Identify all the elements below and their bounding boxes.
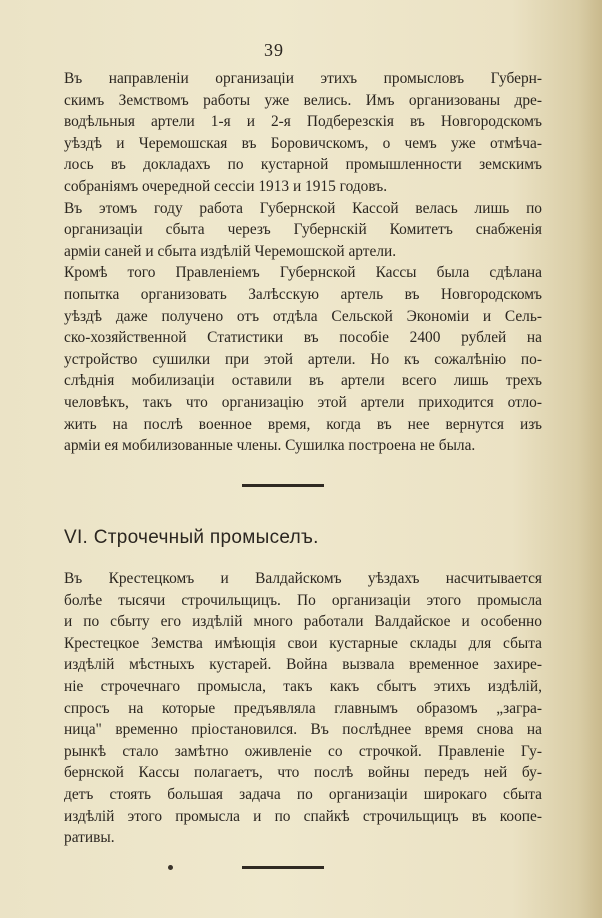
text-line: лось въ докладахъ по кустарной промышленности земскимъ — [64, 156, 542, 174]
text-line: устройство сушилки при этой артели. Но къ сожалѣнію по- — [64, 350, 542, 368]
text-line: рынкѣ стало замѣтно оживленіе со строчкой. Правленіе Гу- — [64, 742, 542, 760]
text-line: попытка организовать Залѣсскую артель въ Новгородскомъ — [64, 285, 542, 303]
text-line: организаціи сбыта черезъ Губернскій Комитетъ снабженія — [64, 221, 542, 239]
text-line: Въ Крестецкомъ и Валдайскомъ уѣздахъ насчитывается — [64, 570, 542, 587]
text-line: издѣлій мѣстныхъ кустарей. Война вызвала временное захире- — [64, 656, 542, 674]
text-line: ско-хозяйственной Статистики въ пособіе 2400 рублей на — [64, 329, 542, 347]
text-line: скимъ Земствомъ работы уже велись. Имъ организованы дре- — [64, 91, 542, 109]
text-line: бернской Кассы полагаетъ, что послѣ войны передъ ней бу- — [64, 764, 542, 782]
text-line: спросъ на которые предъявляла главнымъ образомъ „загра- — [64, 699, 542, 717]
paragraph — [64, 262, 542, 456]
text-line: арміи саней и сбыта издѣлій Черемошской артели. — [64, 242, 397, 260]
text-line: Кромѣ того Правленіемъ Губернской Кассы была сдѣлана — [64, 264, 542, 282]
text-line: уѣздѣ и Черемошская въ Боровичскомъ, о чемъ уже отмѣча- — [64, 134, 542, 152]
paragraph — [64, 568, 542, 849]
text-line: издѣлій этого промысла и по спайкѣ строчильщицъ въ коопе- — [64, 807, 542, 825]
text-line: ница" временно пріостановился. Въ послѣднее время снова на — [64, 721, 542, 739]
text-line: болѣе тысячи строчильщицъ. По организаціи этого промысла — [64, 591, 542, 609]
text-block-bottom — [64, 568, 542, 849]
text-line: детъ стоять большая задача по организаціи широкаго сбыта — [64, 785, 542, 803]
section-divider — [242, 484, 324, 487]
text-block-top — [64, 68, 542, 457]
text-line: слѣднія мобилизаціи оставили въ артели всего лишь трехъ — [64, 372, 542, 390]
text-line: ративы. — [64, 829, 115, 847]
text-line: и по сбыту его издѣлій много работали Валдайское и особенно — [64, 613, 542, 631]
text-line: Въ направленіи организаціи этихъ промысловъ Губерн- — [64, 70, 542, 87]
ink-speck — [168, 865, 173, 870]
text-line: уѣздѣ даже получено отъ отдѣла Сельской Экономіи и Сель- — [64, 307, 542, 325]
end-divider — [242, 866, 324, 869]
page-number: 39 — [264, 40, 284, 60]
text-line: Въ этомъ году работа Губернской Кассой велась лишь по — [64, 199, 542, 217]
text-line: арміи ея мобилизованные члены. Сушилка построена не была. — [64, 437, 476, 455]
text-line: ніе строчечнаго промысла, такъ какъ сбытъ этихъ издѣлій, — [64, 677, 542, 695]
text-line: водѣльныя артели 1-я и 2-я Подберезскія въ Новгородскомъ — [64, 113, 542, 131]
section-heading: VI. Строчечный промыселъ. — [64, 527, 319, 548]
paragraph — [64, 198, 542, 263]
text-line: Крестецкое Земства имѣющія свои кустарные склады для сбыта — [64, 634, 542, 652]
paragraph — [64, 68, 542, 198]
text-line: жить на послѣ военное время, когда въ нее вернутся изъ — [64, 415, 542, 433]
text-line: собраніямъ очередной сессіи 1913 и 1915 годовъ. — [64, 177, 388, 195]
text-line: человѣкъ, такъ что организацію этой артели приходится отло- — [64, 393, 542, 411]
